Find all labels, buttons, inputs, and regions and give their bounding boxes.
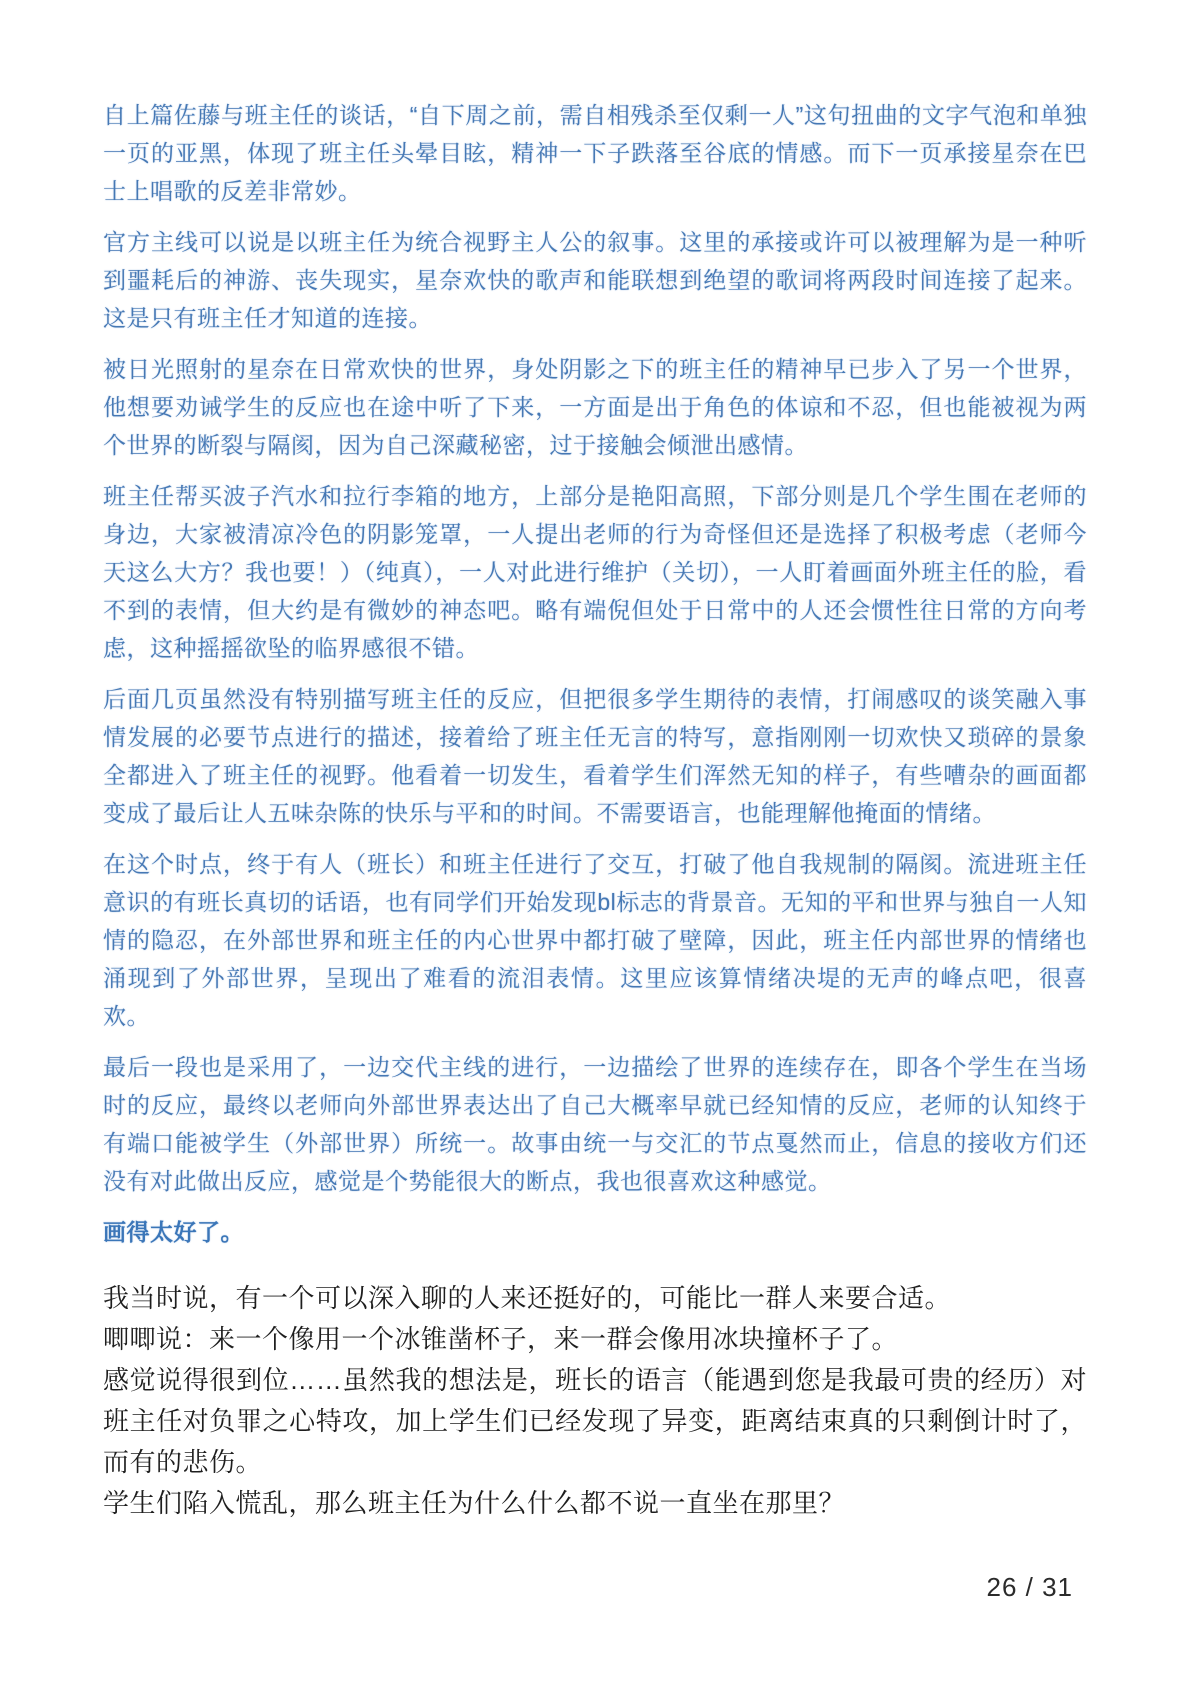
comment-paragraph: 官方主线可以说是以班主任为统合视野主人公的叙事。这里的承接或许可以被理解为是一种听到噩耗后的神游、丧失现实，星奈欢快的歌声和能联想到绝望的歌词将两段时间连接了起来。这是只有班主任才知道的连接。 xyxy=(103,229,1087,331)
comment-paragraph: 后面几页虽然没有特别描写班主任的反应，但把很多学生期待的表情，打闹感叹的谈笑融入事情发展的必要节点进行的描述，接着给了班主任无言的特写，意指刚刚一切欢快又琐碎的景象全都进入了班主任的视野。他看着一切发生，看着学生们浑然无知的样子，有些嘈杂的画面都变成了最后让人五味杂陈的快乐与平和的时间。不需要语言，也能理解他掩面的情绪。 xyxy=(103,686,1087,826)
reply-line: 感觉说得很到位……虽然我的想法是，班长的语言（能遇到您是我最可贵的经历）对班主任对负罪之心特攻，加上学生们已经发现了异变，距离结束真的只剩倒计时了，而有的悲伤。 xyxy=(103,1365,1087,1477)
comment-paragraph: 班主任帮买波子汽水和拉行李箱的地方，上部分是艳阳高照，下部分则是几个学生围在老师的身边，大家被清凉冷色的阴影笼罩，一人提出老师的行为奇怪但还是选择了积极考虑（老师今天这么大方？我也要！）（纯真），一人对此进行维护（关切），一人盯着画面外班主任的脸，看不到的表情，但大约是有微妙的神态吧。略有端倪但处于日常中的人还会惯性往日常的方向考虑，这种摇摇欲坠的临界感很不错。 xyxy=(103,483,1087,661)
comment-paragraph: 被日光照射的星奈在日常欢快的世界，身处阴影之下的班主任的精神早已步入了另一个世界，他想要劝诫学生的反应也在途中听了下来，一方面是出于角色的体谅和不忍，但也能被视为两个世界的断裂与隔阂，因为自己深藏秘密，过于接触会倾泄出感情。 xyxy=(103,356,1087,458)
question-line: 学生们陷入慌乱，那么班主任为什么什么都不说一直坐在那里？ xyxy=(103,1488,846,1518)
page-indicator: 26 / 31 xyxy=(986,1572,1073,1602)
reply-section xyxy=(103,1278,1087,1524)
reply-line: 我当时说，有一个可以深入聊的人来还挺好的，可能比一群人来要合适。 xyxy=(103,1283,952,1313)
comment-closing-remark: 画得太好了。 xyxy=(103,1219,244,1245)
comment-paragraph: 自上篇佐藤与班主任的谈话，“自下周之前，需自相残杀至仅剩一人”这句扭曲的文字气泡和单独一页的亚黑，体现了班主任头晕目眩，精神一下子跌落至谷底的情感。而下一页承接星奈在巴士上唱歌的反差非常妙。 xyxy=(103,102,1087,204)
comment-section xyxy=(103,96,1087,1251)
comment-paragraph: 最后一段也是采用了，一边交代主线的进行，一边描绘了世界的连续存在，即各个学生在当场时的反应，最终以老师向外部世界表达出了自己大概率早就已经知情的反应，老师的认知终于有端口能被学生（外部世界）所统一。故事由统一与交汇的节点戛然而止，信息的接收方们还没有对此做出反应，感觉是个势能很大的断点，我也很喜欢这种感觉。 xyxy=(103,1054,1087,1194)
reply-line: 唧唧说：来一个像用一个冰锥凿杯子，来一群会像用冰块撞杯子了。 xyxy=(103,1324,899,1354)
comment-paragraph: 在这个时点，终于有人（班长）和班主任进行了交互，打破了他自我规制的隔阂。流进班主任意识的有班长真切的话语，也有同学们开始发现bl标志的背景音。无知的平和世界与独自一人知情的隐忍，在外部世界和班主任的内心世界中都打破了壁障，因此，班主任内部世界的情绪也涌现到了外部世界，呈现出了难看的流泪表情。这里应该算情绪决堤的无声的峰点吧，很喜欢。 xyxy=(103,851,1087,1029)
